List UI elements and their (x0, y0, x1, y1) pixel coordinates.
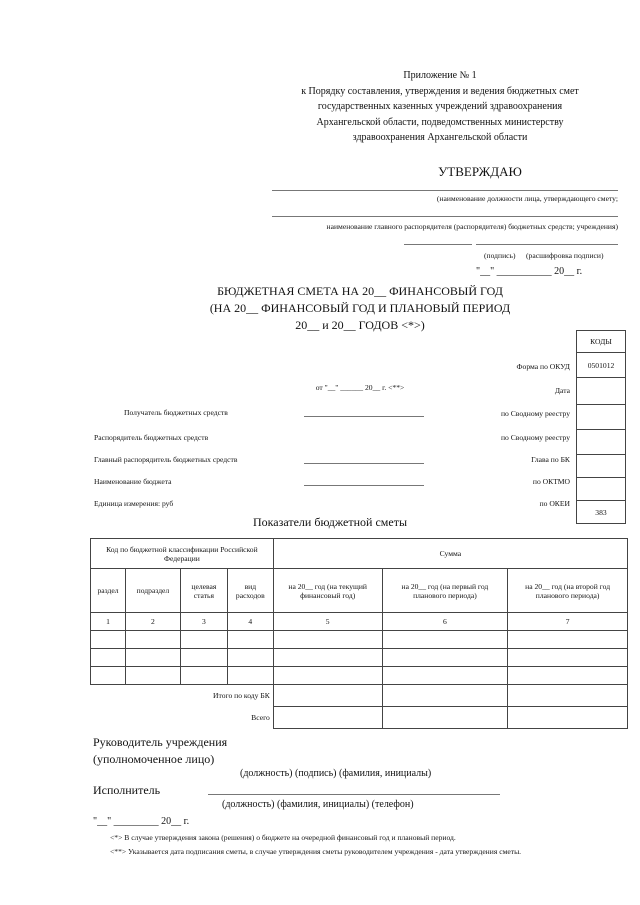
registry1-code-cell (577, 405, 626, 430)
date-code-cell (577, 378, 626, 405)
num-3: 3 (180, 613, 227, 631)
head-label-2: (уполномоченное лицо) (93, 752, 215, 766)
group-code-header: Код по бюджетной классификации Российской Федерации (91, 539, 274, 569)
col-podrazdel: подраздел (125, 569, 180, 613)
table-row (91, 631, 628, 649)
table-row (91, 667, 628, 685)
total-bk-cell-1 (273, 685, 382, 707)
codes-title: КОДЫ (577, 331, 626, 353)
sign-date: "__" _________ 20__ г. (93, 816, 190, 827)
sign-decode-line (476, 244, 618, 245)
oktmo-label: по ОКТМО (532, 477, 570, 486)
registry2-code-cell (577, 430, 626, 455)
recipient-label: Получатель бюджетных средств (124, 408, 228, 417)
document-title (150, 283, 570, 334)
num-4: 4 (227, 613, 273, 631)
col-expense: вид расходов (227, 569, 273, 613)
appendix-line-3: государственных казенных учреждений здравоохранения (317, 101, 563, 112)
recipient-line (304, 416, 424, 417)
chief-line (304, 463, 424, 464)
num-7: 7 (508, 613, 628, 631)
registry1-label: по Сводному реестру (500, 409, 570, 418)
chief-label: Главный распорядитель бюджетных средств (94, 455, 238, 464)
total-bk-label: Итого по коду БК (213, 691, 270, 701)
title-line-2: (НА 20__ ФИНАНСОВЫЙ ГОД И ПЛАНОВЫЙ ПЕРИОД (209, 301, 511, 315)
num-1: 1 (91, 613, 126, 631)
manager-label: Распорядитель бюджетных средств (94, 433, 209, 442)
codes-table (576, 330, 626, 524)
approve-date: "__" ___________ 20__ г. (476, 266, 583, 277)
table-title: Показатели бюджетной сметы (252, 515, 408, 529)
okud-label: Форма по ОКУД (516, 362, 570, 371)
head-hints: (должность) (подпись) (фамилия, инициалы) (240, 768, 432, 779)
bk-label: Глава по БК (531, 455, 570, 464)
unit-label: Единица измерения: руб (94, 499, 174, 508)
oktmo-code-cell (577, 478, 626, 501)
okud-value: 0501012 (577, 353, 626, 378)
okei-label: по ОКЕИ (539, 499, 570, 508)
total-all-cell-1 (273, 707, 382, 729)
exec-line (208, 794, 500, 795)
approve-line-2 (272, 216, 618, 217)
col-razdel: раздел (91, 569, 126, 613)
approve-hint-1: (наименование должности лица, утверждающего смету; (436, 194, 618, 203)
bk-code-cell (577, 455, 626, 478)
total-bk-cell-3 (508, 685, 628, 707)
exec-label: Исполнитель (93, 783, 161, 797)
sign-decode-hint: (расшифровка подписи) (526, 251, 604, 260)
budget-table (90, 538, 628, 729)
date-text: от "__" ______ 20__ г. <**> (315, 383, 405, 392)
approve-title: УТВЕРЖДАЮ (438, 164, 522, 179)
col-sum-3: на 20__ год (на второй год планового периода) (508, 569, 628, 613)
total-all-cell-2 (382, 707, 508, 729)
sign-line (404, 244, 472, 245)
okei-value: 383 (577, 501, 626, 524)
footnote-2: <**> Указывается дата подписания сметы, в случае утверждения сметы руководителем учреждения - дата утверждения сметы. (110, 847, 522, 856)
head-label-1: Руководитель учреждения (93, 735, 228, 749)
appendix-line-2: к Порядку составления, утверждения и ведения бюджетных смет (301, 85, 579, 97)
col-sum-2: на 20__ год (на первый год планового периода) (382, 569, 508, 613)
budget-line (304, 485, 424, 486)
approve-line-1 (272, 190, 618, 191)
num-5: 5 (273, 613, 382, 631)
num-6: 6 (382, 613, 508, 631)
sign-hint: (подпись) (484, 251, 516, 260)
appendix-line-1: Приложение № 1 (403, 70, 477, 81)
total-all-cell-3 (508, 707, 628, 729)
table-row (91, 649, 628, 667)
footnote-1: <*> В случае утверждения закона (решения) о бюджете на очередной финансовый год и плановый период. (110, 833, 456, 842)
appendix-block (260, 68, 620, 146)
group-sum-header: Сумма (273, 539, 627, 569)
appendix-line-4: Архангельской области, подведомственных министерству (316, 116, 564, 128)
col-target: целевая статья (180, 569, 227, 613)
date-label: Дата (554, 386, 570, 395)
title-line-1: БЮДЖЕТНАЯ СМЕТА НА 20__ ФИНАНСОВЫЙ ГОД (217, 284, 503, 298)
appendix-line-5: здравоохранения Архангельской области (352, 132, 528, 143)
col-sum-1: на 20__ год (на текущий финансовый год) (273, 569, 382, 613)
title-line-3: 20__ и 20__ ГОДОВ <*>) (295, 318, 425, 332)
total-all-label: Всего (251, 713, 270, 722)
registry2-label: по Сводному реестру (500, 433, 570, 442)
total-bk-cell-2 (382, 685, 508, 707)
approve-hint-2: наименование главного распорядителя (распорядителя) бюджетных средств; учреждения) (326, 222, 618, 231)
budget-label: Наименование бюджета (94, 477, 172, 486)
exec-hints: (должность) (фамилия, инициалы) (телефон) (222, 799, 414, 810)
num-2: 2 (125, 613, 180, 631)
